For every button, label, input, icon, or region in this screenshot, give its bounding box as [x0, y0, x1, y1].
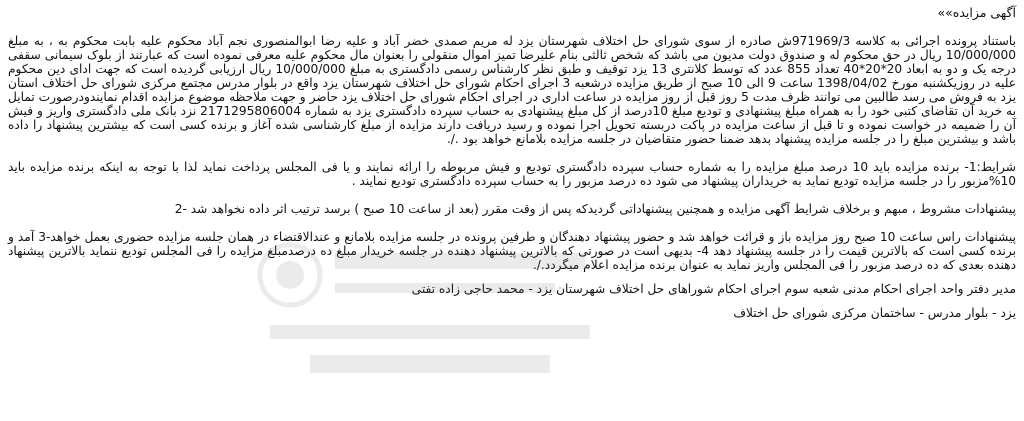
signature-line: مدیر دفتر واحد اجرای احکام مدنی شعبه سوم اجرای احکام شوراهای حل اختلاف شهرستان یزد - محمد حاجی زاده تفتی: [411, 282, 1016, 296]
notice-paragraph-condition-3: پیشنهادات راس ساعت 10 صبح روز مزایده باز و قرائت خواهد شد و حضور پیشنهاد دهندگان و طرفین پرونده در جلسه مزایده بلامانع و عندالاقتضاء در همان جلسه مزایده حضوری بعمل خواهد-3 آمد و برنده کسی است که بالاترین قیمت را در جلسه پیشنهاد دهد 4- بدیهی است در صورتی که بالاترین پیشنهاد دهنده در جلسه خریدار مبلغ ده درصدمبلغ مزایده را فی المجلس تودیع ننماید بالاترین پیشنهاد دهنده بعدی که ده درصد مزبور را فی المجلس واریز نماید به عنوان برنده مزایده اعلام میگردد./.: [8, 230, 1016, 272]
notice-footer: [8, 282, 1016, 320]
notice-title: آگهی مزایده»»: [937, 5, 1016, 20]
address-line: یزد - بلوار مدرس - ساختمان مرکزی شورای حل اختلاف: [733, 306, 1016, 320]
notice-paragraph-main: باستناد پرونده اجرائی به کلاسه 971969/3ش صادره از سوی شورای حل اختلاف شهرستان یزد له مریم صمدی خضر آباد و علیه رضا ابوالمنصوری نجم آباد محکوم علیه بابت محکوم به ، به مبلغ 10/000/000 ریال در حق محکوم له و صندوق دولت مدیون می باشد که شخص ثالثی بنام علیرضا تمیز اموال منقولی را بعنوان مال محکوم علیه معرفی نموده است که عبارتند از بلوک سیمانی سقفی درجه یک و دو به ابعاد 20*20*40 تعداد 855 عدد که توسط کلانتری 13 یزد توقیف و طبق نظر کارشناس رسمی دادگستری به مبلغ 10/000/000 ریال ارزیابی گردیده است که جهت ادای دین محکوم علیه در روزیکشنبه مورخ 1398/04/02 ساعت 9 الی 10 صبح از طریق مزایده درشعبه 3 اجرای احکام شورای حل اختلاف شهرستان یزد واقع در بلوار مدرس مجتمع مرکزی شورای حل اختلاف استان یزد به فروش می رسد طالبین می توانند ظرف مدت 5 روز قبل از روز مزایده در ساعت اداری در اجرای احکام شورای حل اختلاف یزد حاضر و جهت ملاحظه موضوع مزایده اقدام نمایندودرصورت تمایل به خرید آن تقاضای کتبی خود را به همراه مبلغ پیشنهادی و تودیع مبلغ 10درصد از کل مبلغ پیشنهادی به حساب سپرده دادگستری یزد به شماره 2171295806004 نزد بانک ملی دادگستری واریز و فیش آن را ضمیمه در خواست نموده و تا قبل از ساعت مزایده در پاکت دربسته تحویل اجرا نموده و رسید دریافت دارند مزایده از مبلغ کارشناسی شده آغاز و برنده کسی است که بیشترین پیشنهاد را داده باشد و بیشترین مبلغ را در جلسه مزایده پیشنهاد بدهد ضمنا حضور متقاضیان در جلسه مزایده بلامانع خواهد بود ./.: [8, 34, 1017, 146]
notice-paragraph-condition-1: شرایط:1- برنده مزایده باید 10 درصد مبلغ مزایده را به شماره حساب سپرده دادگستری تودیع و فیش مربوطه را ارائه نمایند و یا فی المجلس پرداخت نماید لذا با توجه به اینکه برنده مزایده باید 10%مزبور را در جلسه مزایده تودیع نماید به خریداران پیشنهاد می شود ده درصد مزبور را به حساب سپرده دادگستری تودیع نمایند .: [8, 160, 1016, 188]
notice-paragraph-condition-2: پیشنهادات مشروط ، مبهم و برخلاف شرایط آگهی مزایده و همچنین پیشنهاداتی گردیدکه پس از وقت مقرر (بعد از ساعت 10 صبح ) برسد ترتیب اثر داده نخواهد شد -2: [174, 202, 1016, 216]
